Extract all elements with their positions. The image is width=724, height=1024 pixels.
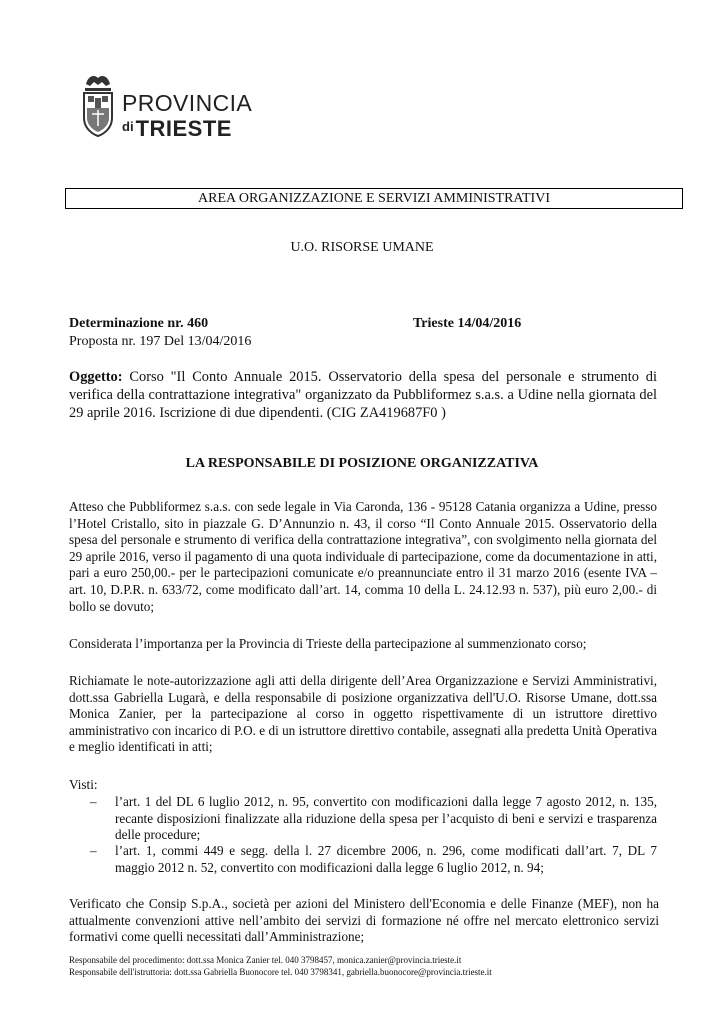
- determination-date: Trieste 14/04/2016: [413, 316, 522, 331]
- crest-icon: [80, 74, 116, 138]
- paragraph-verificato: Verificato che Consip S.p.A., società per azioni del Ministero dell'Economia e delle Finanze (MEF), non ha attualmente convenzioni attive nell’ambito dei servizi di formazione né offre nel mercato elettronico servizi formativi come quelli necessitati dall’Amministrazione;: [69, 896, 659, 945]
- list-item: [90, 794, 657, 844]
- visti-label: Visti:: [69, 777, 98, 792]
- paragraph-atteso: Atteso che Pubbliformez s.a.s. con sede legale in Via Caronda, 136 - 95128 Catania organizza a Udine, presso l’Hotel Cristallo, sito in piazzale G. D’Annunzio n. 43, il corso “Il Conto Annuale 2015. Osservatorio della spesa del personale e strumento di verifica della contrattazione integrativa”, con svolgimento nella giornata del 29 aprile 2016, verso il pagamento di una quota individuale di partecipazione, come da documentazione in atti, pari a euro 250,00.- per le partecipazioni comunicate e/o preannunciate entro il 31 marzo 2016 (esente IVA – art. 10, D.P.R. n. 633/72, come modificato dall’art. 14, comma 10 della L. 24.12.93 n. 537), più euro 2,00.- di bollo se dovuto;: [69, 499, 657, 614]
- paragraph-considerata: Considerata l’importanza per la Provincia di Trieste della partecipazione al summenzionato corso;: [69, 636, 587, 651]
- footer-responsible-istruttoria: Responsabile dell'istruttoria: dott.ssa Gabriella Buonocore tel. 040 3798341, gabriella.buonocore@provincia.trieste.it: [69, 967, 492, 977]
- provincia-logo: [80, 74, 260, 141]
- logo-provincia-text: PROVINCIA: [122, 90, 253, 116]
- footer-responsible-procedure: Responsabile del procedimento: dott.ssa Monica Zanier tel. 040 3798457, monica.zanier@provincia.trieste.it: [69, 955, 462, 965]
- logo-di-text: di: [122, 119, 134, 134]
- subject-label: Oggetto:: [69, 369, 123, 385]
- paragraph-richiamate: Richiamate le note-autorizzazione agli atti della dirigente dell’Area Organizzazione e Servizi Amministrativi, dott.ssa Gabriella Lugarà, e della responsabile di posizione organizzativa dell'U.O. Risorse Umane, dott.ssa Monica Zanier, per la partecipazione al corso in oggetto rispettivamente di un istruttore direttivo amministrativo con incarico di P.O. e di un istruttore direttivo contabile, assegnati alla predetta Unità Operativa e meglio identificati in atti;: [69, 673, 657, 755]
- section-heading: LA RESPONSABILE DI POSIZIONE ORGANIZZATIVA: [185, 456, 539, 471]
- list-item: [90, 843, 657, 876]
- list-item-text: l’art. 1, commi 449 e segg. della l. 27 dicembre 2006, n. 296, come modificati dall’art. 7, DL 7 maggio 2012 n. 52, convertito con modificazioni dalla legge 6 luglio 2012, n. 94;: [115, 843, 657, 875]
- logo-trieste-word: TRIESTE: [135, 116, 232, 141]
- dash-bullet: –: [90, 843, 97, 858]
- subject-text: Corso "Il Conto Annuale 2015. Osservatorio della spesa del personale e strumento di verifica della contrattazione integrativa" organizzato da Pubbliformez s.a.s. a Udine nella giornata del 29 aprile 2016. Iscrizione di due dipendenti. (CIG ZA419687F0 ): [69, 369, 657, 421]
- subject-paragraph: [69, 368, 657, 422]
- logo-trieste-text: [122, 116, 232, 143]
- area-title-box: AREA ORGANIZZAZIONE E SERVIZI AMMINISTRATIVI: [65, 188, 683, 209]
- determination-number: Determinazione nr. 460: [69, 316, 209, 331]
- unit-title: U.O. RISORSE UMANE: [290, 240, 434, 255]
- proposal-number: Proposta nr. 197 Del 13/04/2016: [69, 334, 252, 349]
- dash-bullet: –: [90, 794, 97, 809]
- list-item-text: l’art. 1 del DL 6 luglio 2012, n. 95, convertito con modificazioni dalla legge 7 agosto 2012, n. 135, recante disposizioni finalizzate alla riduzione della spesa per l’acquisto di beni e servizi e trasparenza delle procedure;: [115, 794, 657, 843]
